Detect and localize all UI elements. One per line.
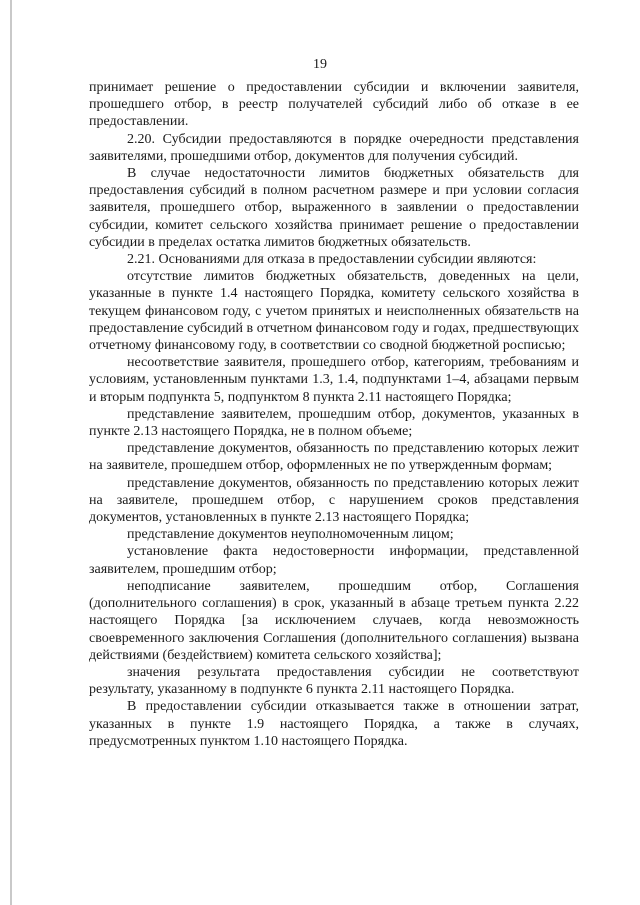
paragraph-ground-false-information: установление факта недостоверности информации, представленной заявителем, прошедшим отбор; bbox=[89, 544, 579, 577]
paragraph-ground-no-limits: отсутствие лимитов бюджетных обязательств, доведенных на цели, указанные в пункте 1.4 настоящего Порядка, комитету сельского хозяйства в текущем финансовом году, с учетом принятых и неисполненных обязательств на предоставление субсидий в отчетном финансовом году и годах, предшествующих отчетному финансовому году, в соответствии со сводной бюджетной росписью; bbox=[89, 269, 579, 354]
document-body bbox=[89, 79, 579, 750]
paragraph-2-20: 2.20. Субсидии предоставляются в порядке очередности представления заявителями, прошедшими отбор, документов для получения субсидий. bbox=[89, 131, 579, 164]
paragraph-ground-result-mismatch: значения результата предоставления субсидии не соответствуют результату, указанному в подпункте 6 пункта 2.11 настоящего Порядка. bbox=[89, 664, 579, 698]
scan-edge-line bbox=[10, 0, 12, 905]
paragraph-2-21-heading: 2.21. Основаниями для отказа в предоставлении субсидии являются: bbox=[127, 252, 537, 268]
paragraph-ground-wrong-forms: представление документов, обязанность по представлению которых лежит на заявителе, прошедшем отбор, оформленных не по утвержденным формам; bbox=[89, 441, 579, 474]
paragraph-decision-continuation: принимает решение о предоставлении субсидии и включении заявителя, прошедшего отбор, в реестр получателей субсидий либо об отказе в ее предоставлении. bbox=[89, 80, 579, 130]
paragraph-ground-late-documents: представление документов, обязанность по представлению которых лежит на заявителе, прошедшем отбор, с нарушением сроков представления документов, установленных в пункте 2.13 настоящего Порядка; bbox=[89, 475, 579, 526]
paragraph-refusal-costs: В предоставлении субсидии отказывается также в отношении затрат, указанных в пункте 1.9 настоящего Порядка, а также в случаях, предусмотренных пунктом 1.10 настоящего Порядка. bbox=[89, 699, 579, 749]
paragraph-ground-incomplete-documents: представление заявителем, прошедшим отбор, документов, указанных в пункте 2.13 настоящего Порядка, не в полном объеме; bbox=[89, 406, 579, 440]
paragraph-ground-unsigned-agreement: неподписание заявителем, прошедшим отбор, Соглашения (дополнительного соглашения) в срок, указанный в абзаце третьем пункта 2.22 настоящего Порядка [за исключением случаев, когда невозможность своевременного заключения Соглашения (дополнительного соглашения) вызвана действиями (бездействием) комитета сельского хозяйства]; bbox=[89, 578, 579, 663]
paragraph-ground-noncompliance: несоответствие заявителя, прошедшего отбор, категориям, требованиям и условиям, установленным пунктами 1.3, 1.4, подпунктами 1–4, абзацами первым и вторым подпункта 5, подпунктом 8 пункта 2.11 настоящего Порядка; bbox=[89, 355, 579, 405]
paragraph-ground-unauthorized-person: представление документов неуполномоченным лицом; bbox=[127, 527, 454, 543]
paragraph-insufficient-limits: В случае недостаточности лимитов бюджетных обязательств для предоставления субсидий в полном расчетном размере и при условии согласия заявителя, прошедшего отбор, выраженного в заявлении о предоставлении субсидии, комитет сельского хозяйства принимает решение о предоставлении субсидии в пределах остатка лимитов бюджетных обязательств. bbox=[89, 166, 579, 250]
page-number: 19 bbox=[313, 57, 327, 72]
